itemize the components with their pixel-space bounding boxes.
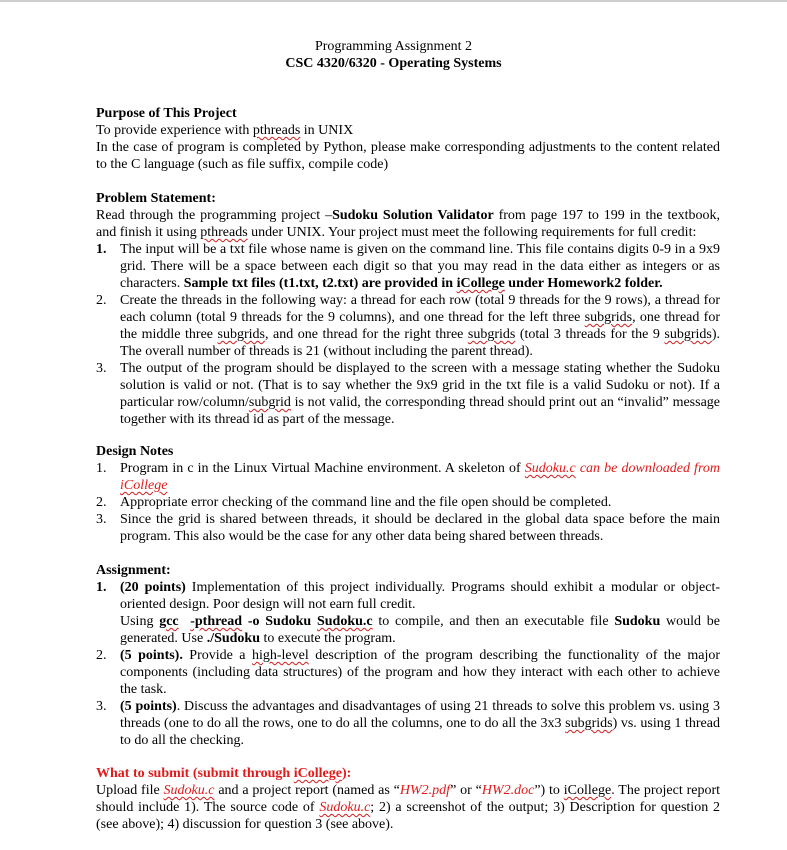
skeleton-file-link[interactable]: Sudoku.c [524, 461, 576, 476]
text: ”) to [534, 783, 564, 798]
item-number: 2. [96, 648, 107, 663]
text: . Discuss the advantages and disadvantages of using 21 threads to solve this problem vs. using 3 threads (one to do all the rows, one to do all the columns, one to do all the 3x3 [120, 699, 720, 731]
spell-flag: -pthread [190, 614, 243, 629]
spell-flag: Sudoku.c [316, 614, 373, 629]
submit-paragraph [96, 782, 720, 833]
text: would be generated. Use [120, 614, 721, 646]
text: to compile, and then an executable file [372, 614, 615, 629]
spell-flag: subgrids [584, 310, 633, 325]
design-heading: Design Notes [96, 444, 174, 459]
filename-pdf: HW2.pdf [399, 783, 451, 798]
text: in UNIX [300, 123, 354, 138]
item-number: 3. [96, 361, 107, 376]
submit-heading [96, 765, 720, 782]
title-line-2: CSC 4320/6320 - Operating Systems [285, 56, 502, 71]
design-item-3 [96, 511, 720, 545]
item-number: 2. [96, 293, 107, 308]
spell-flag: subgrids [217, 327, 265, 342]
problem-heading: Problem Statement: [96, 191, 216, 206]
compile-instructions [120, 613, 720, 647]
item-number: 2. [96, 495, 107, 510]
text: and a project report (named as “ [214, 783, 400, 798]
spell-flag: high-level [251, 648, 309, 663]
source-file-link[interactable]: Sudoku.c [163, 783, 215, 798]
icollege-link[interactable]: iCollege [293, 766, 342, 781]
text: The output of the program should be displayed to the screen with a message stating whether the Sudoku solution is valid or not. (That is to say whether the 9x9 grid in the txt file is a valid Sudoku or not). If a particular row/column/ [120, 361, 720, 410]
text: Program in c in the Linux Virtual Machine environment. A skeleton of [120, 461, 525, 476]
text: Appropriate error checking of the command line and the file open should be completed. [120, 495, 612, 510]
text: ) vs. using 1 thread to do all the checking. [120, 716, 720, 748]
text: Upload file [96, 783, 164, 798]
item-number: 1. [96, 580, 107, 595]
text: , and one thread for the right three [264, 327, 468, 342]
problem-section [96, 190, 720, 428]
design-item-2 [96, 494, 720, 511]
item-number: 3. [96, 699, 107, 714]
text: description of the program describing the functionality of the major components (including data structures) of the program and how they interact with each other to achieve the task. [120, 648, 721, 697]
assignment-heading: Assignment: [96, 563, 171, 578]
text: What to submit (submit through [96, 766, 294, 781]
spell-flag: pthreads [252, 123, 301, 138]
points-label: (5 points). [120, 648, 183, 663]
purpose-heading: Purpose of This Project [96, 106, 237, 121]
points-label: (20 points) [120, 580, 186, 595]
text: ./Sudoku [206, 631, 261, 646]
text [179, 614, 191, 629]
top-border [0, 0, 787, 2]
text: (total 3 threads for the 9 [515, 327, 665, 342]
text: ): [341, 766, 352, 781]
spell-flag: iCollege [456, 276, 505, 291]
problem-item-1 [96, 241, 720, 292]
purpose-paragraph: In the case of program is completed by Python, please make corresponding adjustments to the content related to the C language (such as file suffix, compile code) [96, 140, 720, 172]
text: ). The overall number of threads is 21 (without including the parent thread). [120, 327, 720, 359]
assignment-item-2 [96, 647, 720, 698]
text: Since the grid is shared between threads, it should be declared in the global data space before the main program. This also would be the case for any other data being shared between threads. [120, 512, 720, 544]
spell-flag: subgrid [248, 395, 291, 410]
spell-flag: gcc [159, 614, 179, 629]
text: Read through the programming project – [96, 208, 333, 223]
text: The input will be a txt file whose name is given on the command line. This file contains digits 0-9 in a 9x9 grid. There will be a space between each digit so that you may read in the data either as integers or as characters. [120, 242, 720, 291]
text: under UNIX. Your project must meet the following requirements for full credit: [247, 225, 697, 240]
text: Implementation of this project individually. Programs should exhibit a modular or object-oriented design. Poor design will not earn full credit. [120, 580, 721, 612]
text: Using [120, 614, 160, 629]
problem-intro [96, 207, 720, 241]
text: -o Sudoku [242, 614, 317, 629]
source-file-link[interactable]: Sudoku.c [319, 800, 371, 815]
submit-section [96, 765, 720, 833]
spell-flag: subgrids [565, 716, 613, 731]
item-number: 3. [96, 512, 107, 527]
assignment-item-1 [96, 579, 720, 647]
text: is not valid, the corresponding thread should print out an “invalid” message together with its thread id as part of the message. [120, 395, 721, 427]
icollege-link[interactable]: iCollege [563, 783, 612, 798]
text: Provide a [182, 648, 252, 663]
title-line-1: Programming Assignment 2 [314, 39, 473, 54]
problem-item-2 [96, 292, 720, 360]
text: Sample txt files (t1.txt, t2.txt) are provided in [183, 276, 457, 291]
item-number: 1. [96, 242, 107, 257]
purpose-line-1 [96, 122, 720, 139]
text: under Homework2 folder. [504, 276, 663, 291]
points-label: (5 points) [120, 699, 177, 714]
text: . The project report should include 1). The source code of [96, 783, 721, 815]
spell-flag: subgrids [664, 327, 712, 342]
problem-item-3 [96, 360, 720, 428]
icollege-link[interactable]: iCollege [120, 478, 168, 493]
purpose-section [96, 105, 720, 173]
text: Sudoku [614, 614, 661, 629]
text: ” or “ [450, 783, 482, 798]
design-item-1 [96, 460, 720, 494]
text: Create the threads in the following way: a thread for each row (total 9 threads for the 9 rows), a thread for each column (total 9 threads for the 9 columns), and one thread for the left three [120, 293, 720, 325]
design-section [96, 443, 720, 545]
assignment-item-3 [96, 698, 720, 749]
spell-flag: subgrids [467, 327, 516, 342]
spell-flag: pthreads [200, 225, 248, 240]
item-number: 1. [96, 461, 107, 476]
document-title [0, 38, 787, 72]
text: to execute the program. [260, 631, 396, 646]
assignment-section [96, 562, 720, 749]
red-note: can be downloaded from [575, 461, 720, 476]
text: ; 2) a screenshot of the output; 3) Description for question 2 (see above); 4) discussion for question 3 (see above). [96, 800, 720, 832]
text: , one thread for the middle three [120, 310, 720, 342]
filename-doc: HW2.doc [481, 783, 535, 798]
text: To provide experience with [96, 123, 253, 138]
project-name: Sudoku Solution Validator [332, 208, 494, 223]
text: from page 197 to 199 in the textbook, and finish it using [96, 208, 720, 240]
